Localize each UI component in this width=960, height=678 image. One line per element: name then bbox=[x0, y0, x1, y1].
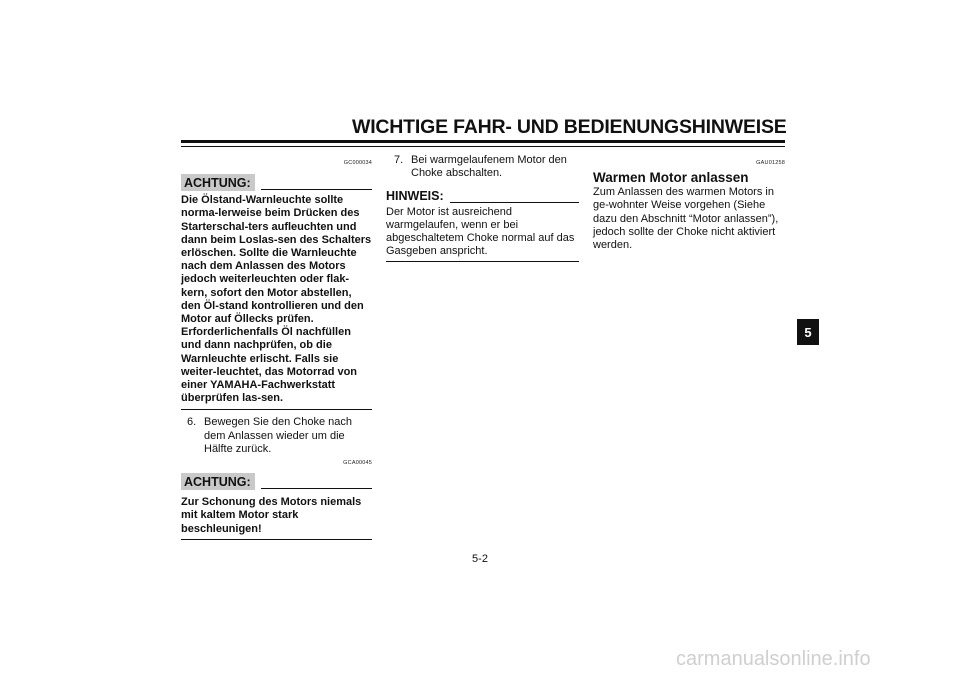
caution-end-rule bbox=[181, 409, 372, 410]
caution-text: Zur Schonung des Motors niemals mit kaltem Motor stark beschleunigen! bbox=[181, 496, 362, 535]
caution-label: ACHTUNG: bbox=[181, 473, 255, 490]
header-rule-thick bbox=[181, 140, 785, 143]
section-text: Zum Anlassen des warmen Motors in ge-wohnter Weise vorgehen (Siehe dazu den Abschnitt “Motor anlassen”), jedoch sollte der Choke nicht aktiviert werden. bbox=[593, 186, 779, 252]
note-header-line bbox=[450, 202, 579, 203]
step-text: Bewegen Sie den Choke nach dem Anlassen wieder um die Hälfte zurück. bbox=[204, 416, 352, 455]
caution-header-line bbox=[261, 488, 372, 489]
header-rule-thin bbox=[181, 146, 785, 147]
caution-end-rule bbox=[181, 539, 372, 540]
caution-text: Die Ölstand-Warnleuchte sollte norma-lerweise beim Drücken des Starterschal-ters aufleuchten und dann beim Loslas-sen des Schalters erlöschen. Sollte die Warnleuchte nach dem Anlassen des Motors jedoch weiterleuchten oder flak-kern, sofort den Motor abstellen, den Öl-stand kontrollieren und den Motor auf Öllecks prüfen. Erforderlichenfalls Öl nachfüllen und dann nachprüfen, ob die Warnleuchte erlischt. Falls sie weiter-leuchtet, das Motorrad von einer YAMAHA-Fachwerkstatt überprüfen las-sen. bbox=[181, 194, 372, 405]
watermark: carmanualsonline.info bbox=[676, 648, 871, 670]
note-header bbox=[386, 190, 579, 203]
step-number: 7. bbox=[394, 154, 404, 166]
step-text: Bei warmgelaufenem Motor den Choke abschalten. bbox=[411, 154, 567, 180]
step-number: 6. bbox=[187, 416, 197, 429]
middle-column bbox=[386, 154, 579, 262]
note-text: Der Motor ist ausreichend warmgelaufen, wenn er bei abgeschaltetem Choke normal auf das Gasgeben anspricht. bbox=[386, 205, 575, 258]
note-label: HINWEIS: bbox=[386, 189, 444, 204]
note-end-rule bbox=[386, 261, 579, 262]
caution-header bbox=[181, 473, 372, 490]
reference-code: GAU01258 bbox=[756, 160, 785, 166]
caution-header bbox=[181, 174, 372, 191]
caution-label: ACHTUNG: bbox=[181, 174, 255, 191]
reference-code: GCA00045 bbox=[343, 460, 372, 467]
page-header-title: WICHTIGE FAHR- UND BEDIENUNGSHINWEISE bbox=[352, 116, 787, 138]
section-title: Warmen Motor anlassen bbox=[593, 170, 749, 186]
chapter-tab: 5 bbox=[797, 319, 819, 345]
right-column bbox=[593, 157, 785, 252]
reference-code: GC000034 bbox=[343, 160, 372, 166]
caution-header-line bbox=[261, 189, 372, 190]
page-number: 5-2 bbox=[472, 553, 488, 565]
step-7 bbox=[386, 154, 579, 180]
step-6 bbox=[181, 416, 372, 456]
left-column bbox=[181, 157, 372, 540]
